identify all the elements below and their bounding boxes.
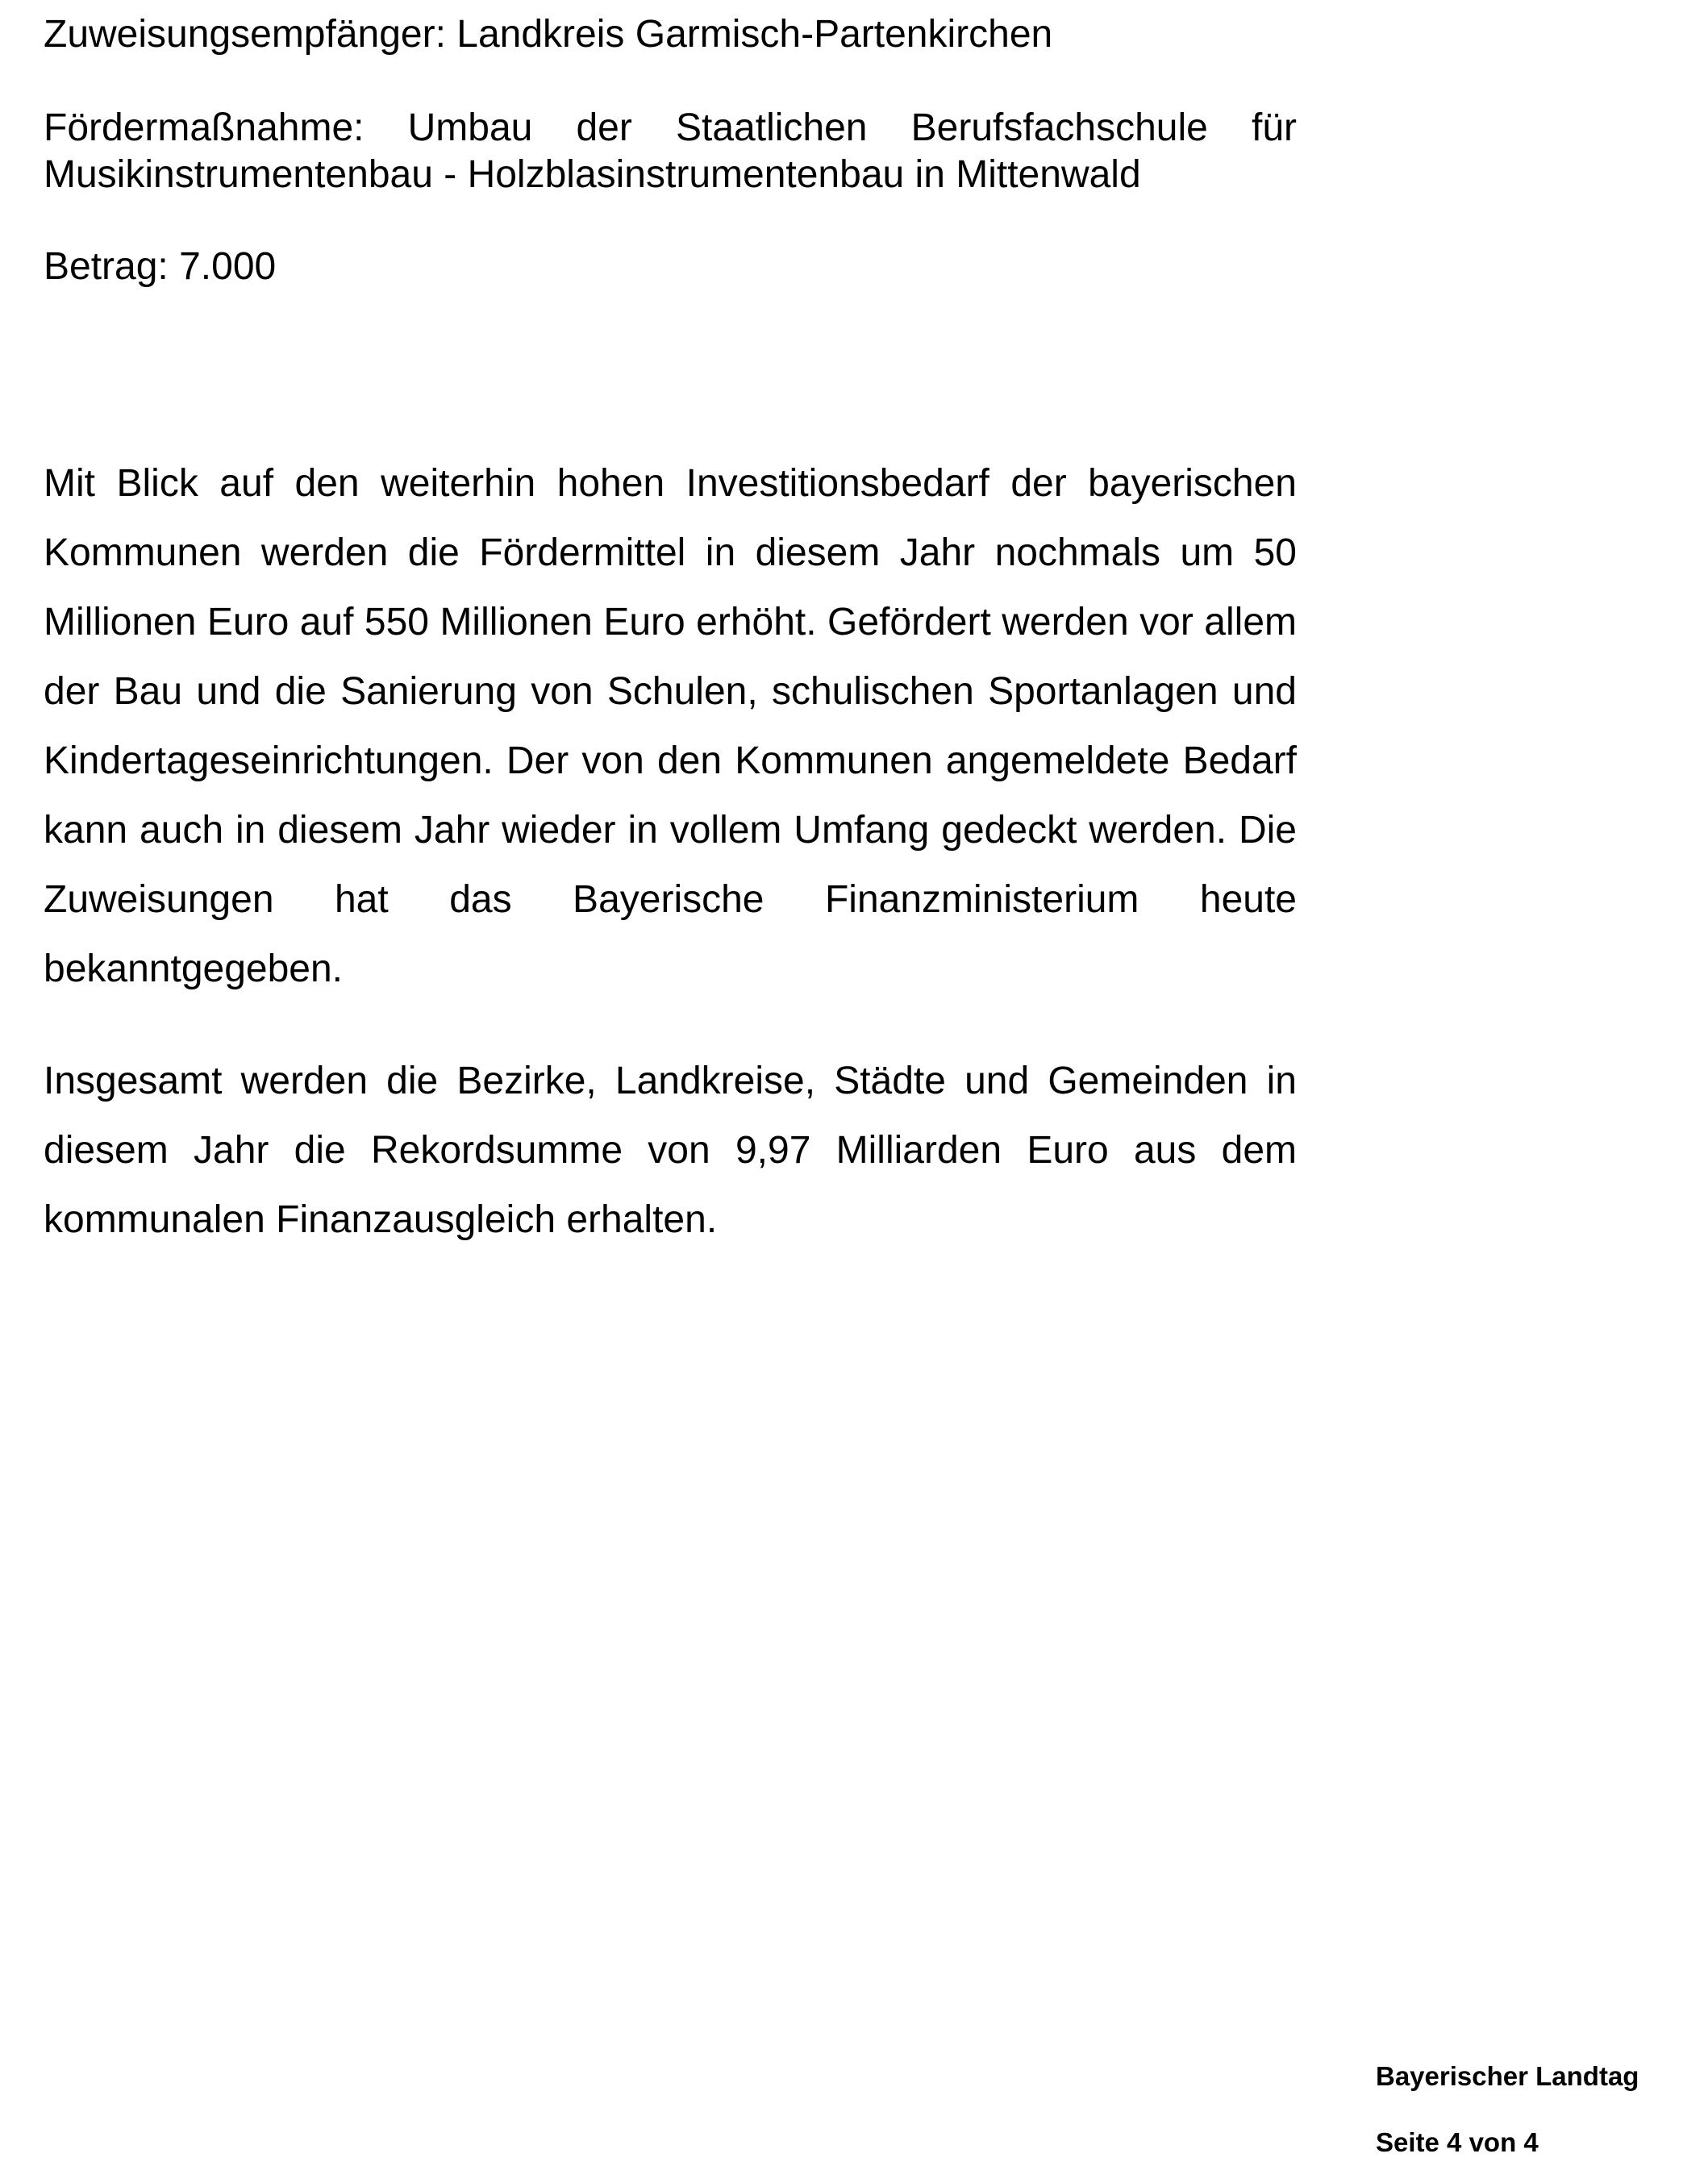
body-paragraph-2: Insgesamt werden die Bezirke, Landkreise, Städte und Gemeinden in diesem Jahr die Rekordsumme von 9,97 Milliarden Euro aus dem kommunalen Finanzausgleich erhalten. — [44, 1060, 1297, 1241]
footer-organization: Bayerischer Landtag — [1376, 2061, 1639, 2091]
amount-line: Betrag: 7.000 — [44, 245, 277, 288]
body-paragraph-1: Mit Blick auf den weiterhin hohen Investitionsbedarf der bayerischen Kommunen werden die Fördermittel in diesem Jahr nochmals um 50 Millionen Euro auf 550 Millionen Euro erhöht. Gefördert werden vor allem der Bau und die Sanierung von Schulen, schulischen Sportanlagen und Kindertageseinrichtungen. Der von den Kommunen angemeldete Bedarf kann auch in diesem Jahr wieder in vollem Umfang gedeckt werden. Die Zuweisungen hat das Bayerische Finanzministerium heute bekanntgegeben. — [44, 462, 1297, 990]
funding-measure-text: Fördermaßnahme: Umbau der Staatlichen Berufsfachschule für Musikinstrumentenbau - Holzblasinstrumentenbau in Mittenwald — [44, 106, 1297, 196]
footer-page-number: Seite 4 von 4 — [1376, 2127, 1539, 2157]
recipient-line: Zuweisungsempfänger: Landkreis Garmisch-Partenkirchen — [44, 13, 1053, 56]
